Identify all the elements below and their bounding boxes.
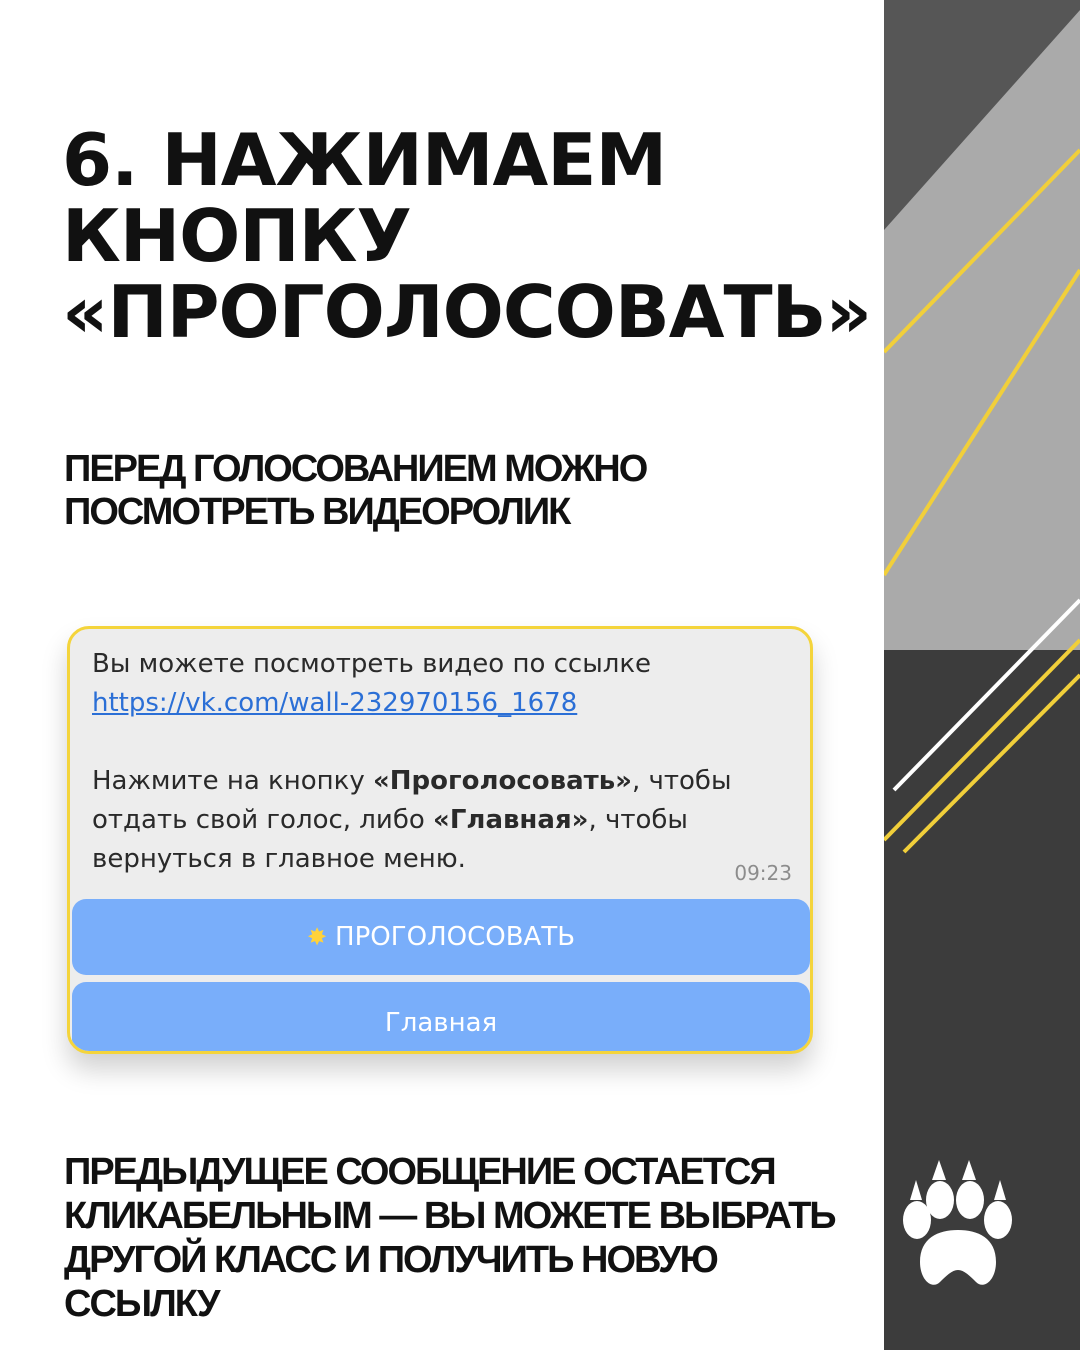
main-button-label: Главная: [384, 1008, 498, 1038]
side-panel-graphic: [884, 0, 1080, 1350]
message-text-part: , чтобы: [631, 766, 732, 796]
footer-line: ПРЕДЫДУЩЕЕ СООБЩЕНИЕ ОСТАЕТСЯ: [64, 1151, 775, 1193]
title-line: «ПРОГОЛОСОВАТЬ»: [62, 270, 871, 354]
main-menu-button[interactable]: [72, 982, 810, 1054]
message-text: [92, 645, 792, 879]
decorative-side-panel: [884, 0, 1080, 1350]
page-title: [62, 118, 871, 354]
main-keyword: «Главная»: [433, 805, 589, 835]
video-link[interactable]: https://vk.com/wall-232970156_1678: [92, 688, 578, 718]
footer-note: [64, 1150, 874, 1326]
subtitle-line: ПОСМОТРЕТЬ ВИДЕОРОЛИК: [64, 491, 570, 533]
footer-line: ССЫЛКУ: [64, 1283, 219, 1325]
message-timestamp: 09:23: [734, 861, 792, 885]
vote-button[interactable]: [72, 899, 810, 975]
message-text-part: Нажмите на кнопку: [92, 766, 373, 796]
message-text-part: отдать свой голос, либо: [92, 805, 434, 835]
title-line: 6. НАЖИМАЕМ: [62, 118, 667, 202]
message-line: вернуться в главное меню.: [92, 844, 466, 874]
message-gap: [92, 723, 792, 762]
subtitle: [64, 448, 864, 534]
message-line: Вы можете посмотреть видео по ссылке: [92, 649, 652, 679]
message-line: [92, 762, 792, 801]
footer-line: ДРУГОЙ КЛАСС И ПОЛУЧИТЬ НОВУЮ: [64, 1239, 717, 1281]
vote-keyword: «Проголосовать»: [373, 766, 632, 796]
message-text-part: , чтобы: [588, 805, 688, 835]
bear-paw-icon: [900, 1158, 1020, 1298]
bot-message-card: [67, 626, 813, 1054]
message-line: [92, 801, 792, 840]
footer-line: КЛИКАБЕЛЬНЫМ — ВЫ МОЖЕТЕ ВЫБРАТЬ: [64, 1195, 835, 1237]
title-line: КНОПКУ: [62, 194, 411, 278]
star-icon: ✸: [306, 923, 328, 951]
vote-button-label: ПРОГОЛОСОВАТЬ: [335, 922, 576, 952]
subtitle-line: ПЕРЕД ГОЛОСОВАНИЕМ МОЖНО: [64, 448, 647, 490]
